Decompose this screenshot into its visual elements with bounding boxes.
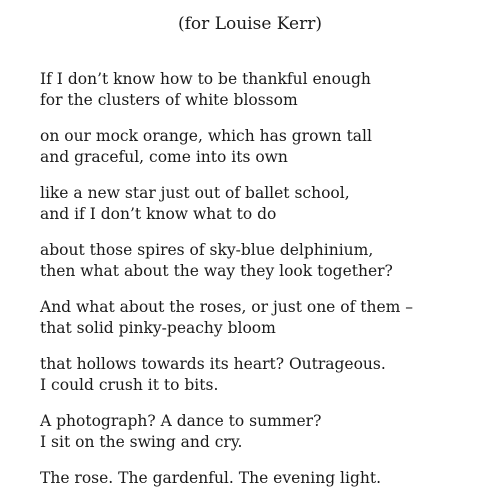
poem-line: A photograph? A dance to summer? [40,412,322,430]
poem-line: If I don’t know how to be thankful enough [40,70,371,88]
poem-line: then what about the way they look together? [40,262,393,280]
stanza [40,354,490,396]
stanza [40,126,490,168]
stanza [40,297,490,339]
poem-line: The rose. The gardenful. The evening light. [40,469,382,487]
poem-line: about those spires of sky-blue delphinium, [40,241,374,259]
poem-line: And what about the roses, or just one of them – [40,298,414,316]
poem-body [40,69,490,504]
stanza [40,183,490,225]
poem-line: like a new star just out of ballet school, [40,184,350,202]
poem-line: and graceful, come into its own [40,148,288,166]
stanza [40,240,490,282]
poem-line: that hollows towards its heart? Outrageous. [40,355,386,373]
poem-line: for the clusters of white blossom [40,91,298,109]
stanza [40,468,490,489]
poem-line: I sit on the swing and cry. [40,433,243,451]
poem-line: that solid pinky-peachy bloom [40,319,276,337]
poem-line: and if I don’t know what to do [40,205,277,223]
poem-line: on our mock orange, which has grown tall [40,127,372,145]
stanza [40,411,490,453]
poem-line: I could crush it to bits. [40,376,219,394]
stanza [40,69,490,111]
dedication: (for Louise Kerr) [178,14,322,34]
